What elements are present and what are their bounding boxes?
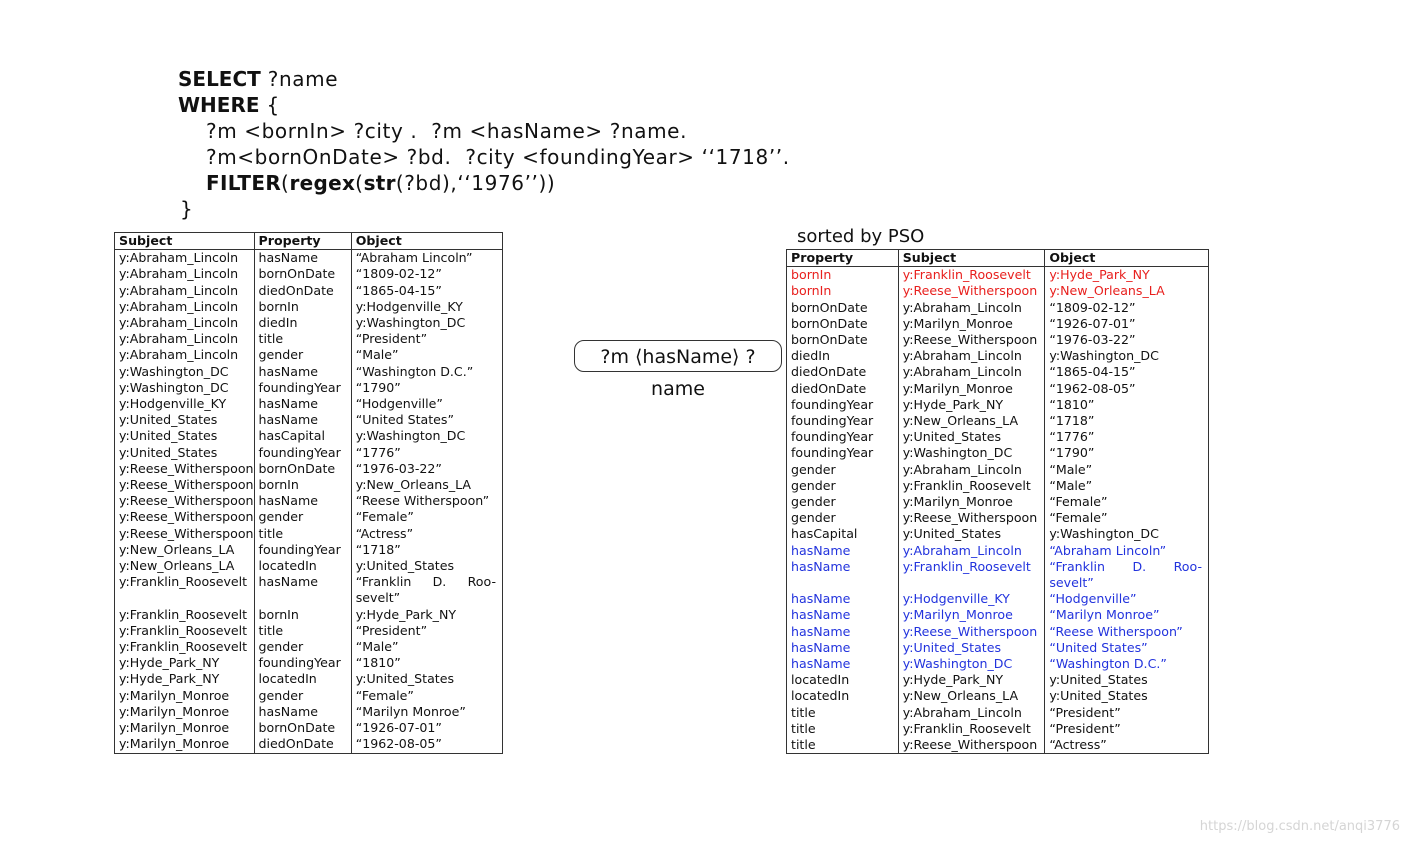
pso-cell: “Hodgenville” bbox=[1045, 591, 1209, 607]
pso-cell: y:United_States bbox=[898, 640, 1045, 656]
filter-arguments: (?bd),‘‘1976’’)) bbox=[395, 171, 556, 195]
triple-row bbox=[115, 509, 503, 525]
select-variable: ?name bbox=[267, 67, 339, 91]
triple-cell: y:Abraham_Lincoln bbox=[119, 266, 239, 282]
pso-cell: y:Abraham_Lincoln bbox=[898, 348, 1045, 364]
triple-cell: “President” bbox=[351, 331, 502, 347]
pso-cell: y:Abraham_Lincoln bbox=[898, 300, 1045, 316]
pso-cell: y:Washington_DC bbox=[898, 445, 1045, 461]
pso-cell: title bbox=[791, 704, 816, 720]
triple-cell: y:Marilyn_Monroe bbox=[119, 703, 230, 719]
pso-cell: y:Abraham_Lincoln bbox=[898, 705, 1045, 721]
pso-cell: y:Marilyn_Monroe bbox=[898, 316, 1045, 332]
pso-row bbox=[787, 348, 1209, 364]
triple-cell: “1962-08-05” bbox=[351, 736, 502, 753]
triple-row bbox=[115, 380, 503, 396]
pso-cell: hasName bbox=[791, 656, 851, 672]
triple-cell: y:Franklin_Roosevelt bbox=[119, 606, 248, 622]
pso-cell bbox=[1045, 559, 1209, 591]
pso-row bbox=[787, 364, 1209, 380]
regex-keyword: regex bbox=[289, 171, 356, 195]
word: “Franklin bbox=[1049, 558, 1105, 574]
watermark: https://blog.csdn.net/anqi3776 bbox=[1199, 819, 1400, 834]
pso-cell: gender bbox=[791, 461, 836, 477]
pso-row bbox=[787, 526, 1209, 542]
triple-cell: y:Abraham_Lincoln bbox=[119, 315, 239, 331]
pso-row bbox=[787, 429, 1209, 445]
filter-line: FILTER(regex(str(?bd),‘‘1976’’)) bbox=[206, 171, 556, 195]
triple-cell: y:Abraham_Lincoln bbox=[119, 250, 239, 266]
pso-cell: hasName bbox=[791, 542, 851, 558]
triple-row bbox=[115, 704, 503, 720]
triple-cell: hasName bbox=[254, 412, 351, 428]
triple-cell: gender bbox=[254, 509, 351, 525]
pso-cell: locatedIn bbox=[791, 688, 850, 704]
pso-cell: “Male” bbox=[1045, 462, 1209, 478]
triple-cell: “Male” bbox=[351, 347, 502, 363]
pso-cell: “Female” bbox=[1045, 494, 1209, 510]
triple-cell: hasName bbox=[254, 250, 351, 267]
pso-cell: “1810” bbox=[1045, 397, 1209, 413]
pso-cell: gender bbox=[791, 510, 836, 526]
pso-cell: hasName bbox=[791, 639, 851, 655]
pso-cell: y:Abraham_Lincoln bbox=[898, 364, 1045, 380]
pso-cell: y:Marilyn_Monroe bbox=[898, 381, 1045, 397]
triple-cell: bornIn bbox=[254, 607, 351, 623]
pso-row bbox=[787, 737, 1209, 754]
triple-cell: diedOnDate bbox=[254, 283, 351, 299]
triple-cell: y:Marilyn_Monroe bbox=[119, 687, 230, 703]
triple-cell: y:New_Orleans_LA bbox=[119, 558, 235, 574]
triple-cell: diedIn bbox=[254, 315, 351, 331]
triple-cell: bornIn bbox=[254, 477, 351, 493]
triple-cell: y:United_States bbox=[351, 671, 502, 687]
pso-cell: “1962-08-05” bbox=[1045, 381, 1209, 397]
pso-row bbox=[787, 445, 1209, 461]
pso-cell: y:Franklin_Roosevelt bbox=[898, 267, 1045, 284]
select-keyword: SELECT bbox=[178, 67, 261, 91]
pso-cell: y:United_States bbox=[898, 429, 1045, 445]
pso-row bbox=[787, 413, 1209, 429]
triple-cell: “1926-07-01” bbox=[351, 720, 502, 736]
triple-row bbox=[115, 720, 503, 736]
triple-cell: foundingYear bbox=[254, 445, 351, 461]
triple-cell: y:Washington_DC bbox=[351, 315, 502, 331]
pso-row bbox=[787, 462, 1209, 478]
pso-cell: “Washington D.C.” bbox=[1045, 656, 1209, 672]
pso-cell: y:Washington_DC bbox=[1045, 526, 1209, 542]
triple-cell: y:Hodgenville_KY bbox=[351, 299, 502, 315]
triple-cell: y:Abraham_Lincoln bbox=[119, 331, 239, 347]
triple-row bbox=[115, 412, 503, 428]
triple-cell: “President” bbox=[351, 623, 502, 639]
pso-cell: bornOnDate bbox=[791, 299, 868, 315]
pso-row bbox=[787, 397, 1209, 413]
pso-cell: “1926-07-01” bbox=[1045, 316, 1209, 332]
triple-row bbox=[115, 526, 503, 542]
pso-row bbox=[787, 559, 1209, 591]
pso-cell: gender bbox=[791, 477, 836, 493]
triple-cell: foundingYear bbox=[254, 380, 351, 396]
pso-row bbox=[787, 332, 1209, 348]
triple-cell: “Abraham Lincoln” bbox=[351, 250, 502, 267]
pso-cell: hasCapital bbox=[791, 526, 858, 542]
triple-cell: bornIn bbox=[254, 299, 351, 315]
triple-cell: “United States” bbox=[351, 412, 502, 428]
triple-row bbox=[115, 364, 503, 380]
pso-cell: y:New_Orleans_LA bbox=[898, 688, 1045, 704]
pso-cell: hasName bbox=[791, 607, 851, 623]
pso-cell: foundingYear bbox=[791, 429, 874, 445]
pso-cell: “1809-02-12” bbox=[1045, 300, 1209, 316]
triple-cell: y:Reese_Witherspoon bbox=[119, 525, 254, 541]
pso-row bbox=[787, 543, 1209, 559]
triple-cell: “Hodgenville” bbox=[351, 396, 502, 412]
triple-cell: y:Franklin_Roosevelt bbox=[119, 622, 248, 638]
triple-row bbox=[115, 639, 503, 655]
triple-cell: y:Reese_Witherspoon bbox=[119, 460, 254, 476]
pso-row bbox=[787, 283, 1209, 299]
triple-table-body bbox=[115, 250, 503, 753]
triple-cell: foundingYear bbox=[254, 655, 351, 671]
pso-row bbox=[787, 624, 1209, 640]
triple-cell: “Washington D.C.” bbox=[351, 364, 502, 380]
pso-cell: y:Reese_Witherspoon bbox=[898, 332, 1045, 348]
triple-cell: y:Abraham_Lincoln bbox=[119, 347, 239, 363]
triple-cell: “Female” bbox=[351, 509, 502, 525]
pso-header-object: Object bbox=[1045, 250, 1209, 267]
pso-cell: “1718” bbox=[1045, 413, 1209, 429]
triple-cell: “1718” bbox=[351, 542, 502, 558]
triple-row bbox=[115, 331, 503, 347]
pso-cell: “1976-03-22” bbox=[1045, 332, 1209, 348]
pso-row bbox=[787, 381, 1209, 397]
triple-cell: y:Abraham_Lincoln bbox=[119, 282, 239, 298]
pso-cell: y:United_States bbox=[898, 526, 1045, 542]
triple-cell: y:Washington_DC bbox=[351, 428, 502, 444]
triple-row bbox=[115, 623, 503, 639]
pso-row bbox=[787, 672, 1209, 688]
triple-row bbox=[115, 542, 503, 558]
pso-cell: y:Reese_Witherspoon bbox=[898, 510, 1045, 526]
triple-cell: gender bbox=[254, 639, 351, 655]
triple-cell: bornOnDate bbox=[254, 461, 351, 477]
triple-row bbox=[115, 477, 503, 493]
triple-cell: “Marilyn Monroe” bbox=[351, 704, 502, 720]
pso-cell: “United States” bbox=[1045, 640, 1209, 656]
triple-cell: diedOnDate bbox=[254, 736, 351, 753]
triple-row bbox=[115, 299, 503, 315]
pso-row bbox=[787, 721, 1209, 737]
triple-row bbox=[115, 688, 503, 704]
triple-cell: y:Abraham_Lincoln bbox=[119, 298, 239, 314]
sparql-query bbox=[178, 66, 790, 222]
triple-cell: “Actress” bbox=[351, 526, 502, 542]
triple-table bbox=[114, 232, 503, 754]
pso-cell-line bbox=[1049, 559, 1208, 575]
pso-cell: “Female” bbox=[1045, 510, 1209, 526]
triple-row bbox=[115, 315, 503, 331]
triple-cell: title bbox=[254, 331, 351, 347]
triple-cell: bornOnDate bbox=[254, 720, 351, 736]
triple-cell: locatedIn bbox=[254, 671, 351, 687]
triple-row bbox=[115, 607, 503, 623]
triple-pattern-line-1: ?m <bornIn> ?city . ?m <hasName> ?name. bbox=[206, 119, 688, 143]
triple-cell: “1776” bbox=[351, 445, 502, 461]
triple-cell: hasName bbox=[254, 493, 351, 509]
triple-header-property: Property bbox=[254, 233, 351, 250]
pso-cell: diedOnDate bbox=[791, 380, 867, 396]
pso-cell: y:Washington_DC bbox=[898, 656, 1045, 672]
triple-cell: y:United_States bbox=[351, 558, 502, 574]
pso-row bbox=[787, 656, 1209, 672]
triple-row bbox=[115, 428, 503, 444]
triple-row bbox=[115, 250, 503, 267]
where-line bbox=[178, 92, 790, 118]
pso-cell: “1790” bbox=[1045, 445, 1209, 461]
triple-table-header bbox=[115, 233, 503, 250]
triple-cell: y:United_States bbox=[119, 444, 218, 460]
triple-cell: “1865-04-15” bbox=[351, 283, 502, 299]
pso-cell: “Reese Witherspoon” bbox=[1045, 624, 1209, 640]
triple-header-subject: Subject bbox=[115, 233, 255, 250]
pso-cell: “Male” bbox=[1045, 478, 1209, 494]
triple-cell: gender bbox=[254, 347, 351, 363]
triple-cell: y:United_States bbox=[119, 428, 218, 444]
pso-row bbox=[787, 478, 1209, 494]
triple-cell: “Reese Witherspoon” bbox=[351, 493, 502, 509]
pso-cell: y:Franklin_Roosevelt bbox=[898, 559, 1045, 591]
pso-cell: title bbox=[791, 737, 816, 753]
word: D. bbox=[432, 574, 447, 590]
sorted-by-pso-label: sorted by PSO bbox=[797, 226, 925, 247]
pso-cell: y:Hyde_Park_NY bbox=[898, 672, 1045, 688]
pso-cell-line: sevelt” bbox=[1049, 575, 1094, 591]
triple-cell: y:New_Orleans_LA bbox=[119, 541, 235, 557]
pso-cell: y:Washington_DC bbox=[1045, 348, 1209, 364]
triple-row bbox=[115, 445, 503, 461]
triple-header-object: Object bbox=[351, 233, 502, 250]
triple-row bbox=[115, 493, 503, 509]
triple-cell: hasName bbox=[254, 396, 351, 412]
triple-cell: “1809-02-12” bbox=[351, 266, 502, 282]
triple-cell: “Male” bbox=[351, 639, 502, 655]
pso-cell: “1776” bbox=[1045, 429, 1209, 445]
pso-cell: “Marilyn Monroe” bbox=[1045, 607, 1209, 623]
triple-cell: y:Marilyn_Monroe bbox=[119, 736, 230, 752]
pso-cell: y:United_States bbox=[1045, 688, 1209, 704]
pso-cell: hasName bbox=[791, 558, 851, 574]
pso-row bbox=[787, 494, 1209, 510]
triple-row bbox=[115, 558, 503, 574]
pso-cell: bornOnDate bbox=[791, 315, 868, 331]
triple-cell: y:Marilyn_Monroe bbox=[119, 720, 230, 736]
pso-row bbox=[787, 607, 1209, 623]
pso-row bbox=[787, 688, 1209, 704]
pso-cell: gender bbox=[791, 494, 836, 510]
pso-cell: diedIn bbox=[791, 348, 830, 364]
word: Roo- bbox=[467, 574, 496, 590]
pso-table-body bbox=[787, 267, 1209, 754]
pso-cell: y:New_Orleans_LA bbox=[1045, 283, 1209, 299]
triple-cell: bornOnDate bbox=[254, 266, 351, 282]
pso-cell: title bbox=[791, 720, 816, 736]
triple-cell: y:Reese_Witherspoon bbox=[119, 509, 254, 525]
triple-cell: title bbox=[254, 623, 351, 639]
pso-cell: y:New_Orleans_LA bbox=[898, 413, 1045, 429]
triple-cell: y:Hyde_Park_NY bbox=[351, 607, 502, 623]
pso-cell: y:Hyde_Park_NY bbox=[1045, 267, 1209, 284]
pso-cell: locatedIn bbox=[791, 672, 850, 688]
pso-cell: “President” bbox=[1045, 705, 1209, 721]
word: “Franklin bbox=[355, 574, 412, 590]
pso-header-property: Property bbox=[787, 250, 899, 267]
triple-cell: foundingYear bbox=[254, 542, 351, 558]
pso-row bbox=[787, 316, 1209, 332]
pso-cell: bornIn bbox=[791, 283, 832, 299]
pso-cell: y:Abraham_Lincoln bbox=[898, 543, 1045, 559]
triple-cell: y:Hyde_Park_NY bbox=[119, 655, 220, 671]
pso-row bbox=[787, 267, 1209, 284]
triple-cell: hasName bbox=[254, 364, 351, 380]
pso-cell: hasName bbox=[791, 623, 851, 639]
triple-cell: “1790” bbox=[351, 380, 502, 396]
pso-table-header bbox=[787, 250, 1209, 267]
triple-cell: y:New_Orleans_LA bbox=[351, 477, 502, 493]
triple-cell: y:Franklin_Roosevelt bbox=[119, 574, 248, 590]
pso-cell: foundingYear bbox=[791, 445, 874, 461]
pso-sorted-table bbox=[786, 249, 1209, 754]
str-keyword: str bbox=[363, 171, 396, 195]
pso-cell: y:United_States bbox=[1045, 672, 1209, 688]
pso-cell: y:Reese_Witherspoon bbox=[898, 624, 1045, 640]
triple-row bbox=[115, 671, 503, 687]
triple-row bbox=[115, 655, 503, 671]
pso-row bbox=[787, 640, 1209, 656]
triple-row bbox=[115, 266, 503, 282]
triple-cell: y:Franklin_Roosevelt bbox=[119, 639, 248, 655]
pso-cell: y:Hyde_Park_NY bbox=[898, 397, 1045, 413]
triple-cell: “1976-03-22” bbox=[351, 461, 502, 477]
close-brace: } bbox=[180, 197, 194, 221]
triple-cell: y:Hyde_Park_NY bbox=[119, 671, 220, 687]
pso-cell: foundingYear bbox=[791, 396, 874, 412]
pso-cell: “Abraham Lincoln” bbox=[1045, 543, 1209, 559]
pso-row bbox=[787, 591, 1209, 607]
triple-cell: y:Washington_DC bbox=[119, 379, 229, 395]
pso-row bbox=[787, 705, 1209, 721]
pso-row bbox=[787, 510, 1209, 526]
pso-cell: y:Franklin_Roosevelt bbox=[898, 721, 1045, 737]
pso-cell: y:Abraham_Lincoln bbox=[898, 462, 1045, 478]
pso-row bbox=[787, 300, 1209, 316]
triple-cell-line: sevelt” bbox=[355, 590, 401, 606]
triple-pattern-line-2: ?m<bornOnDate> ?bd. ?city <foundingYear> ‘‘1718’’. bbox=[206, 145, 790, 169]
triple-row bbox=[115, 461, 503, 477]
triple-row bbox=[115, 347, 503, 363]
pso-cell: foundingYear bbox=[791, 413, 874, 429]
pso-cell: bornOnDate bbox=[791, 332, 868, 348]
pso-cell: “1865-04-15” bbox=[1045, 364, 1209, 380]
triple-row bbox=[115, 574, 503, 606]
triple-cell: gender bbox=[254, 688, 351, 704]
triple-cell: hasName bbox=[254, 574, 351, 606]
pso-cell: y:Reese_Witherspoon bbox=[898, 283, 1045, 299]
where-keyword: WHERE bbox=[178, 93, 260, 117]
triple-cell-line bbox=[356, 574, 502, 590]
triple-cell: y:Washington_DC bbox=[119, 363, 229, 379]
word: Roo- bbox=[1173, 558, 1202, 574]
triple-row bbox=[115, 283, 503, 299]
filter-keyword: FILTER bbox=[206, 171, 282, 195]
pso-cell: y:Reese_Witherspoon bbox=[898, 737, 1045, 754]
triple-cell: title bbox=[254, 526, 351, 542]
triple-row bbox=[115, 736, 503, 753]
triple-cell: hasCapital bbox=[254, 428, 351, 444]
pso-cell: y:Hodgenville_KY bbox=[898, 591, 1045, 607]
triple-row bbox=[115, 396, 503, 412]
triple-cell: “Female” bbox=[351, 688, 502, 704]
triple-pattern-box: ?m ⟨hasName⟩ ?name bbox=[574, 340, 782, 372]
word: D. bbox=[1132, 558, 1147, 574]
select-line bbox=[178, 66, 790, 92]
pso-cell: “Actress” bbox=[1045, 737, 1209, 754]
triple-cell: locatedIn bbox=[254, 558, 351, 574]
pso-cell: y:Marilyn_Monroe bbox=[898, 607, 1045, 623]
triple-cell: y:United_States bbox=[119, 412, 218, 428]
pso-header-subject: Subject bbox=[898, 250, 1045, 267]
pso-cell: y:Marilyn_Monroe bbox=[898, 494, 1045, 510]
triple-cell: hasName bbox=[254, 704, 351, 720]
open-brace: { bbox=[266, 93, 280, 117]
triple-cell: “1810” bbox=[351, 655, 502, 671]
triple-cell: y:Hodgenville_KY bbox=[119, 396, 227, 412]
pso-cell: bornIn bbox=[791, 267, 832, 283]
pso-cell: hasName bbox=[791, 591, 851, 607]
triple-cell: y:Reese_Witherspoon bbox=[119, 477, 254, 493]
pso-cell: “President” bbox=[1045, 721, 1209, 737]
triple-cell bbox=[351, 574, 502, 606]
triple-cell: y:Reese_Witherspoon bbox=[119, 493, 254, 509]
pso-cell: y:Franklin_Roosevelt bbox=[898, 478, 1045, 494]
pso-cell: diedOnDate bbox=[791, 364, 867, 380]
